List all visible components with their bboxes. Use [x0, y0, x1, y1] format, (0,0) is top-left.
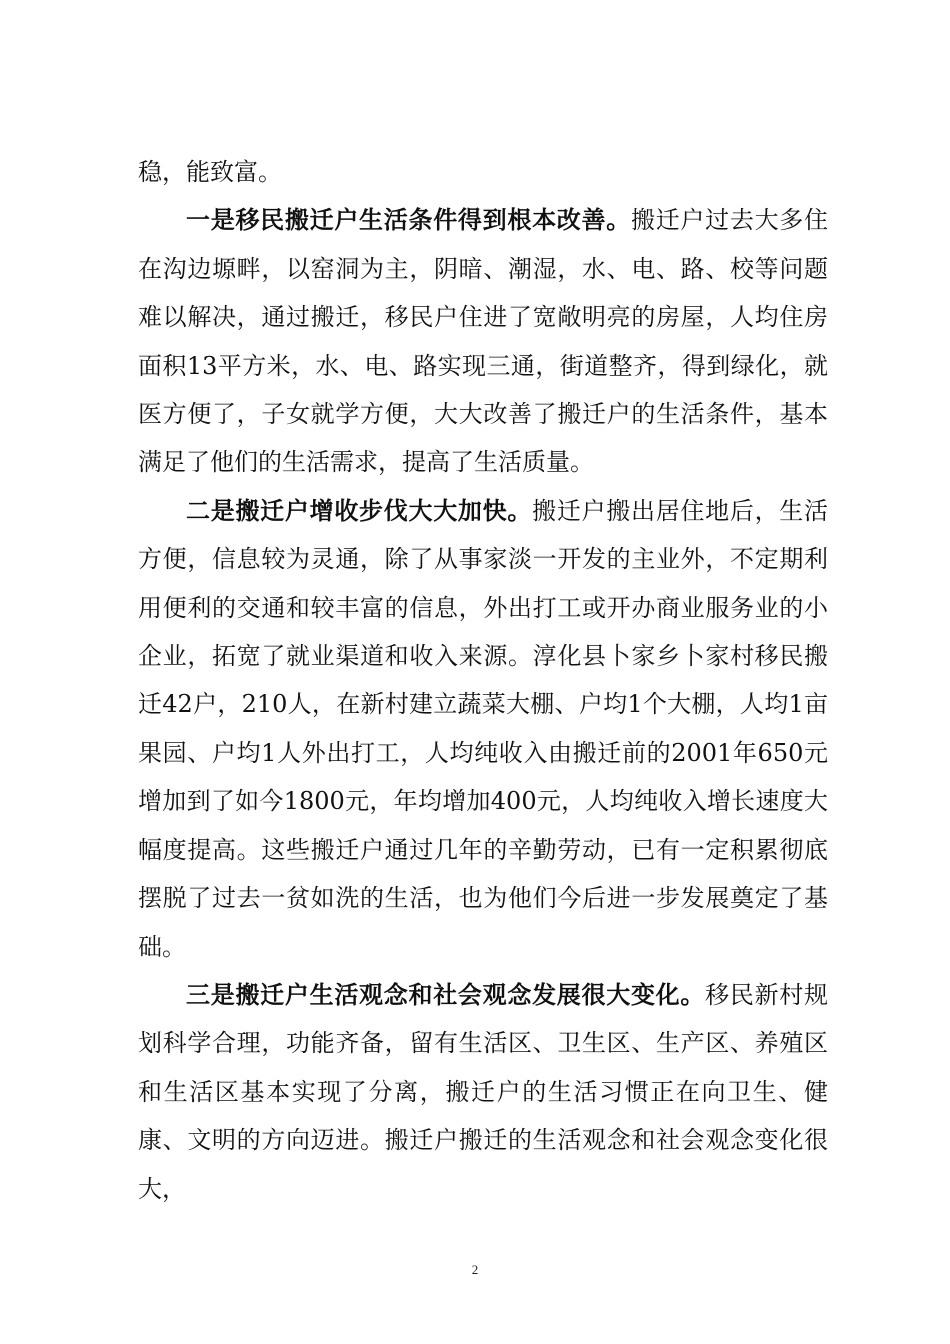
paragraph-social-concepts [138, 971, 828, 1213]
paragraph-income-growth-text: 搬迁户搬出居住地后，生活方便，信息较为灵通，除了从事家淡一开发的主业外，不定期利用便利的交通和较丰富的信息，外出打工或开办商业服务业的小企业，拓宽了就业渠道和收入来源。淳化县卜家乡卜家村移民搬迁42户，210人，在新村建立蔬菜大棚、户均1个大棚，人均1亩果园、户均1人外出打工，人均纯收入由搬迁前的2001年650元增加到了如今1800元，年均增加400元，人均纯收入增长速度大幅度提高。这些搬迁户通过几年的辛勤劳动，已有一定积累彻底摆脱了过去一贫如洗的生活，也为他们今后进一步发展奠定了基础。 [138, 496, 829, 961]
paragraph-income-growth-heading: 二是搬迁户增收步伐大大加快。 [186, 496, 533, 525]
paragraph-social-concepts-heading: 三是搬迁户生活观念和社会观念发展很大变化。 [186, 980, 706, 1009]
paragraph-living-conditions-heading: 一是移民搬迁户生活条件得到根本改善。 [186, 206, 631, 235]
paragraph-intro-text: 稳，能致富。 [138, 158, 282, 186]
paragraph-social-concepts-text: 移民新村规划科学合理，功能齐备，留有生活区、卫生区、生产区、养殖区和生活区基本实现了分离，搬迁户的生活习惯正在向卫生、健康、文明的方向迈进。搬迁户搬迁的生活观念和社会观念变化很大， [138, 980, 829, 1203]
paragraph-income-growth [138, 487, 828, 971]
page-number: 2 [471, 1262, 479, 1277]
paragraph-living-conditions [138, 196, 828, 486]
paragraph-living-conditions-text: 搬迁户过去大多住在沟边塬畔，以窑洞为主，阴暗、潮湿，水、电、路、校等问题难以解决，通过搬迁，移民户住进了宽敞明亮的房屋，人均住房面积13平方米，水、电、路实现三通，街道整齐，得到绿化，就医方便了，子女就学方便，大大改善了搬迁户的生活条件，基本满足了他们的生活需求，提高了生活质量。 [138, 206, 829, 477]
document-body [138, 148, 828, 1213]
paragraph-intro [138, 148, 828, 196]
